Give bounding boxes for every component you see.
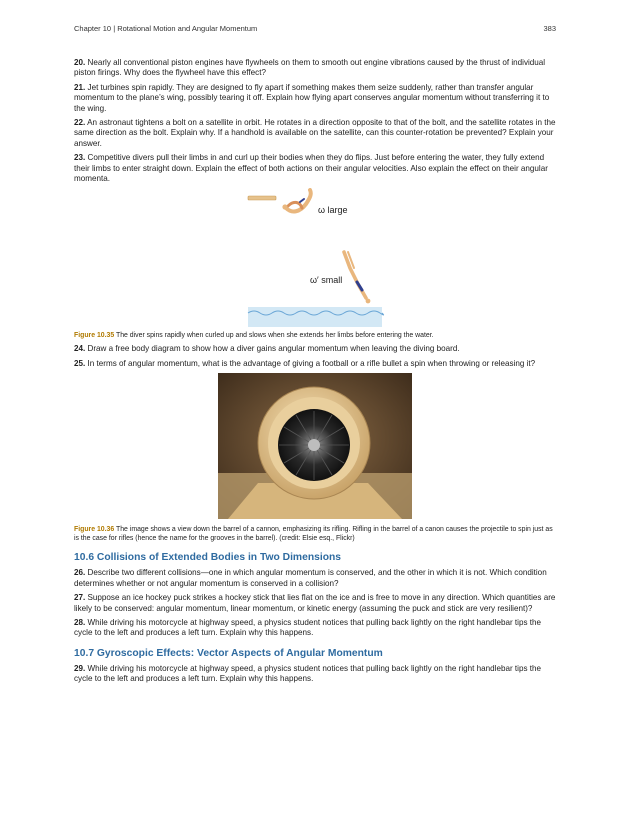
- question-text: Describe two different collisions—one in which angular momentum is conserved, and the other in which it is not. Which condition determines whether or not angular momentum is conserved in a collision?: [74, 568, 547, 588]
- page-header: [74, 24, 556, 36]
- question-number: 29.: [74, 663, 86, 673]
- question-text: An astronaut tightens a bolt on a satellite in orbit. He rotates in a direction opposite to that of the bolt, and the satellite rotates in the same direction as the bolt. Explain why. If a handhold is available on the satellite, can this counter-rotation be prevented? Explain your answer.: [74, 118, 556, 148]
- figure-diver: [74, 188, 556, 308]
- section-heading-10-6: 10.6 Collisions of Extended Bodies in Two Dimensions: [74, 552, 341, 564]
- cannon-barrel-photo: [218, 373, 412, 519]
- omega-large-label: ω large: [318, 205, 348, 216]
- question-text: Draw a free body diagram to show how a diver gains angular momentum when leaving the diving board.: [87, 344, 460, 354]
- question-number: 22.: [74, 118, 86, 128]
- question-text: While driving his motorcycle at highway speed, a physics student notices that pulling back lightly on the right handlebar tips the cycle to the left and produces a left turn. Explain why this happens.: [74, 617, 542, 638]
- extended-diver: [344, 252, 370, 303]
- question-number: 27.: [74, 593, 86, 603]
- question-24: [74, 344, 556, 354]
- question-21: [74, 83, 556, 114]
- question-number: 25.: [74, 358, 86, 368]
- question-text: Suppose an ice hockey puck strikes a hockey stick that lies flat on the ice and is free to move in any direction. Which quantities are likely to be conserved: angular momentum, linear momentum, or kinetic energy (assuming the puck and stick are very resilient)?: [74, 593, 556, 613]
- question-text: In terms of angular momentum, what is the advantage of giving a football or a rifle bullet a spin when throwing or releasing it?: [87, 358, 536, 368]
- question-26: [74, 568, 556, 589]
- question-23: [74, 153, 556, 184]
- question-number: 23.: [74, 153, 86, 163]
- curled-diver: [282, 190, 310, 211]
- figure-35-caption: [74, 331, 556, 340]
- question-number: 28.: [74, 617, 86, 627]
- question-number: 20.: [74, 58, 86, 67]
- question-number: 21.: [74, 82, 86, 92]
- question-text: Jet turbines spin rapidly. They are designed to fly apart if something makes them seize suddenly, rather than transfer angular momentum to the plane’s wing, possibly tearing it off. Explain how flying apart conserves angular momentum without transferring it to the wing.: [74, 82, 550, 113]
- diver-illustration: [74, 188, 556, 308]
- question-number: 24.: [74, 344, 86, 354]
- figure-label: Figure 10.35: [74, 332, 115, 340]
- caption-text: The image shows a view down the barrel of a cannon, emphasizing its rifling. Rifling in the barrel of a canon causes the projectile to spin just as is the case for rifles (hence the name for the grooves in the barrel). (credit: Elsie esq., Flickr): [74, 526, 553, 543]
- figure-36-caption: [74, 525, 556, 543]
- question-28: [74, 618, 556, 639]
- figure-cannon-photo: [218, 373, 412, 519]
- question-27: [74, 593, 556, 614]
- water-illustration: [74, 307, 556, 327]
- page-content: [74, 58, 556, 689]
- section-heading-10-7: 10.7 Gyroscopic Effects: Vector Aspects of Angular Momentum: [74, 647, 383, 659]
- chapter-title: Chapter 10 | Rotational Motion and Angular Momentum: [74, 24, 258, 33]
- figure-label: Figure 10.36: [74, 526, 115, 534]
- page-number: 383: [543, 24, 556, 33]
- question-29: [74, 664, 556, 685]
- question-text: Nearly all conventional piston engines have flywheels on them to smooth out engine vibrations caused by the thrust of individual piston firings. Why does the flywheel have this effect?: [74, 58, 546, 78]
- question-22: [74, 118, 556, 149]
- omega-small-label: ω′ small: [310, 275, 343, 286]
- question-text: Competitive divers pull their limbs in and curl up their bodies when they do flips. Just before entering the water, they fully extend their limbs to enter straight down. Explain the effect of both actions on their angular velocities. Also explain the effect on their angular momenta.: [74, 153, 548, 184]
- question-25: [74, 359, 556, 369]
- question-20: [74, 58, 556, 79]
- question-number: 26.: [74, 568, 86, 578]
- question-text: While driving his motorcycle at highway speed, a physics student notices that pulling back lightly on the right handlebar tips the cycle to the left and produces a left turn. Explain why this happens.: [74, 663, 542, 684]
- diving-board: [248, 196, 276, 200]
- water-strip: [74, 307, 556, 327]
- caption-text: The diver spins rapidly when curled up and slows when she extends her limbs before entering the water.: [116, 332, 434, 340]
